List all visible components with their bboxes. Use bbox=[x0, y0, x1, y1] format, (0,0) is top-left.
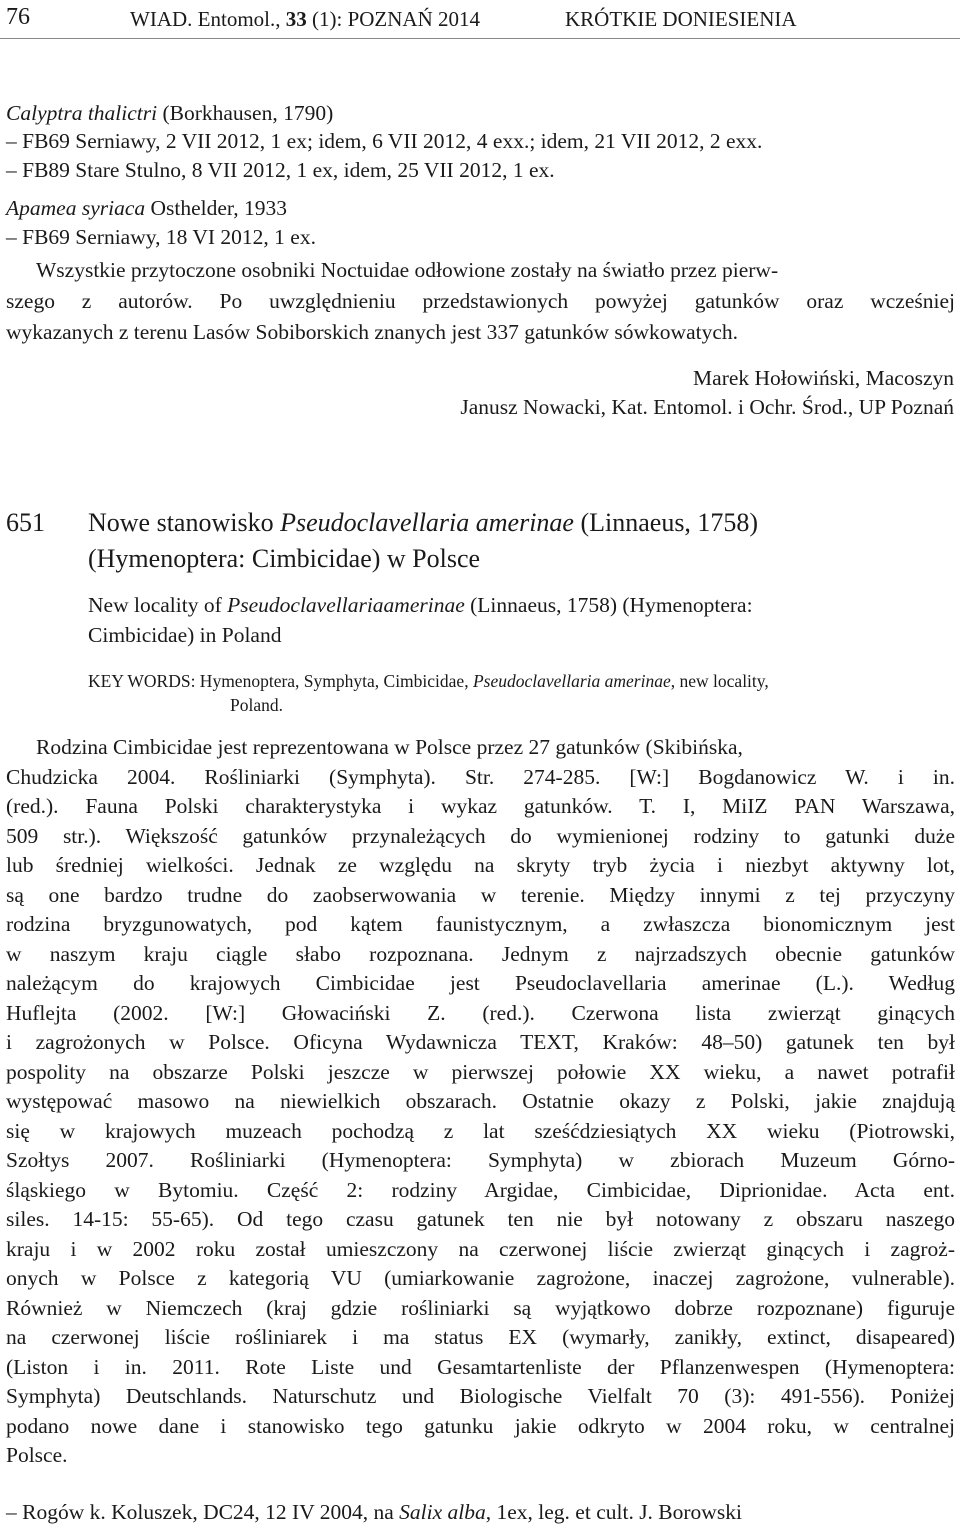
body-line: w naszym kraju ciągle słabo rozpoznana. Jednym z najrzadszych obecnie gatunków bbox=[6, 941, 955, 966]
article-title-en: New locality of Pseudoclavellariaamerinae (Linnaeus, 1758) (Hymenoptera: bbox=[88, 593, 753, 617]
body-line: (Liston i in. 2011. Rote Liste und Gesamtartenliste der Pflanzenwespen (Hymenoptera: bbox=[6, 1354, 955, 1379]
body-line: podano nowe dane i stanowisko tego gatunku jakie odkryto w 2004 roku, w centralnej bbox=[6, 1413, 955, 1438]
body-line: Chudzicka 2004. Rośliniarki (Symphyta). Str. 274-285. [W:] Bogdanowicz W. i in. bbox=[6, 764, 955, 789]
body-line: należącym do krajowych Cimbicidae jest Pseudoclavellaria amerinae (L.). Według bbox=[6, 971, 955, 995]
author-line: Janusz Nowacki, Kat. Entomol. i Ochr. Środ., UP Poznań bbox=[460, 395, 954, 419]
body-line: Również w Niemczech (kraj gdzie rośliniarki są wyjątkowo dobrze rozpoznane) figuruje bbox=[6, 1295, 955, 1320]
body-line: na czerwonej liście rośliniarek i ma status EX (wymarły, zanikły, extinct, disapeared) bbox=[6, 1325, 955, 1349]
body-line: 509 str.). Większość gatunków przynależących do wymienionej rodziny to gatunki duże bbox=[6, 823, 955, 848]
paragraph-line: wykazanych z terenu Lasów Sobiborskich znanych jest 337 gatunków sówkowatych. bbox=[6, 320, 739, 344]
article-title-pl-line2: (Hymenoptera: Cimbicidae) w Polsce bbox=[88, 544, 481, 573]
body-line: są one bardzo trudne do zaobserwowania w terenie. Między innymi z tej przyczyny bbox=[6, 882, 955, 907]
record-line: – FB89 Stare Stulno, 8 VII 2012, 1 ex, idem, 25 VII 2012, 1 ex. bbox=[6, 158, 555, 182]
body-line: występować masowo na niewielkich obszarach. Ostatnie okazy z Polski, jakie znajdują bbox=[6, 1089, 955, 1113]
body-line: kraju i w 2002 roku został umieszczony na czerwonej liście zwierząt ginących i zagroż- bbox=[6, 1236, 955, 1261]
record-line: – Rogów k. Koluszek, DC24, 12 IV 2004, na Salix alba, 1ex, leg. et cult. J. Borowski bbox=[6, 1500, 742, 1524]
body-line: Polsce. bbox=[6, 1443, 68, 1467]
author-line: Marek Hołowiński, Macoszyn bbox=[693, 366, 954, 390]
body-line: Rodzina Cimbicidae jest reprezentowana w Polsce przez 27 gatunków (Skibińska, bbox=[36, 735, 743, 759]
body-line: pospolity na obszarze Polski jeszcze w pierwszej połowie XX wieku, a nawet potrafił bbox=[6, 1059, 955, 1084]
species-heading-1: Calyptra thalictri (Borkhausen, 1790) bbox=[6, 101, 334, 125]
volume-number: 33 bbox=[285, 7, 307, 31]
body-line: (red.). Fauna Polski charakterystyka i wykaz gatunków. T. I, MiIZ PAN Warszawa, bbox=[6, 794, 955, 818]
body-line: Huflejta (2002. [W:] Głowaciński Z. (red.). Czerwona lista zwierząt ginących bbox=[6, 1000, 955, 1025]
record-line: – FB69 Serniawy, 2 VII 2012, 1 ex; idem, 6 VII 2012, 4 exx.; idem, 21 VII 2012, 2 exx. bbox=[6, 129, 763, 153]
body-line: lub średniej wielkości. Jednak ze względu na skryty tryb życia i niezbyt aktywny lot, bbox=[6, 853, 955, 877]
paragraph-line: Wszystkie przytoczone osobniki Noctuidae odłowione zostały na światło przez pierw- bbox=[36, 258, 779, 282]
body-line: i zagrożonych w Polsce. Oficyna Wydawnicza TEXT, Kraków: 48–50) gatunek ten był bbox=[6, 1030, 955, 1054]
record-line: – FB69 Serniawy, 18 VI 2012, 1 ex. bbox=[6, 225, 316, 249]
species-heading-2: Apamea syriaca Osthelder, 1933 bbox=[6, 196, 287, 220]
body-line: Symphyta) Deutschlands. Naturschutz und Biologische Vielfalt 70 (3): 491-556). Poniżej bbox=[6, 1384, 955, 1408]
body-line: onych w Polsce z kategorią VU (umiarkowanie zagrożone, inaczej zagrożone, vulnerable). bbox=[6, 1266, 955, 1290]
body-line: śląskiego w Bytomiu. Część 2: rodziny Argidae, Cimbicidae, Diprionidae. Acta ent. bbox=[6, 1177, 955, 1202]
running-title: WIAD. Entomol., 33 (1): POZNAŃ 2014 bbox=[130, 7, 480, 31]
body-line: Szołtys 2007. Rośliniarki (Hymenoptera: Symphyta) w zbiorach Muzeum Górno- bbox=[6, 1148, 955, 1172]
running-header bbox=[0, 0, 960, 39]
article-number: 651 bbox=[6, 508, 45, 537]
keywords: KEY WORDS: Hymenoptera, Symphyta, Cimbicidae, Pseudoclavellaria amerinae, new locality, bbox=[88, 671, 769, 691]
body-line: siles. 14-15: 55-65). Od tego czasu gatunek ten nie był notowany z obszaru naszego bbox=[6, 1207, 955, 1231]
keywords-line2: Poland. bbox=[230, 695, 283, 715]
article-title-en-line2: Cimbicidae) in Poland bbox=[88, 623, 282, 647]
body-line: rodzina bryzgunowatych, pod kątem faunistycznym, a zwłaszcza bionomicznym jest bbox=[6, 912, 955, 936]
section-name: KRÓTKIE DONIESIENIA bbox=[565, 7, 797, 31]
body-line: się w krajowych muzeach pochodzą z lat sześćdziesiątych XX wieku (Piotrowski, bbox=[6, 1118, 955, 1143]
paragraph-line: szego z autorów. Po uwzględnieniu przedstawionych powyżej gatunków oraz wcześniej bbox=[6, 289, 955, 313]
article-title-pl: Nowe stanowisko Pseudoclavellaria amerinae (Linnaeus, 1758) bbox=[88, 508, 759, 537]
page-number: 76 bbox=[6, 4, 30, 30]
